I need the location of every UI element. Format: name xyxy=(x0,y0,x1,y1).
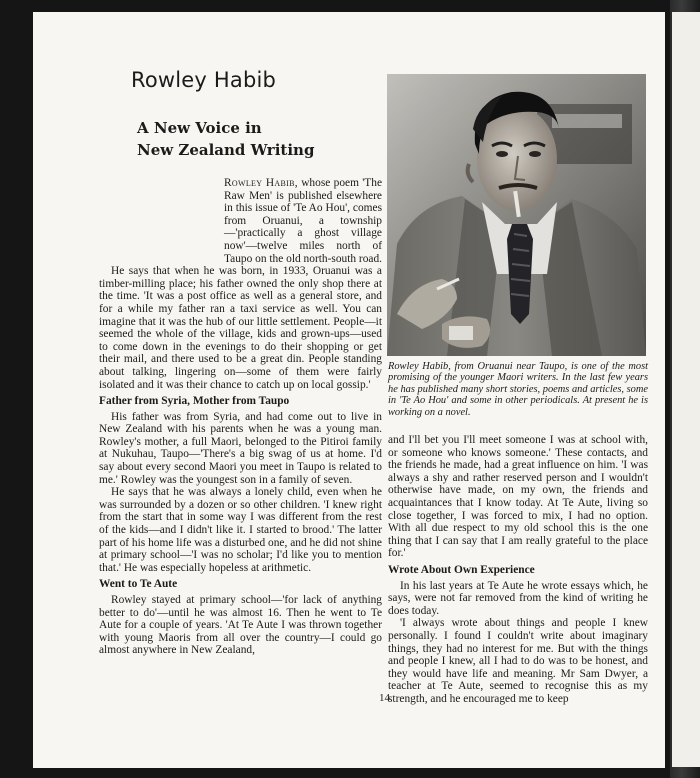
page-number: 14 xyxy=(379,692,390,704)
lede-paragraph xyxy=(99,177,382,265)
page-title: Rowley Habib xyxy=(131,68,277,92)
photo-caption: Rowley Habib, from Oruanui near Taupo, is one of the most promising of the younger Maori writers. In the last few years he has published many short stories, poems and articles, some in 'Te Ao Hou' and some in other periodicals. At present he is working on a novel. xyxy=(388,361,648,418)
subtitle-line-1: A New Voice in xyxy=(137,119,262,137)
article-subtitle xyxy=(137,117,387,161)
adjacent-page-edge xyxy=(672,12,700,767)
heading-father-from-syria: Father from Syria, Mother from Taupo xyxy=(99,395,290,408)
paragraph-essays: In his last years at Te Aute he wrote essays which, he says, were not far removed from the kind of writing he does today. xyxy=(388,579,648,617)
author-photo-image xyxy=(387,74,646,356)
paragraph-continuation: and I'll bet you I'll meet someone I was at school with, or someone who knows someone.' These contacts, and the friends he made, had a great influence on him. 'I was always a shy and rather reserved person and I wouldn't otherwise have made, on my own, the friends and acquaintances that I know today. At Te Aute, living so close together, I was forced to mix, I had no option. With all due respect to my old school this is the one thing that I can say that I am really grateful to the place for.' xyxy=(388,434,648,560)
paragraph-born: He says that when he was born, in 1933, Oruanui was a timber-milling place; his father owned the only shop there at the time. 'It was a post office as well as a general store, and for a while my father ran a taxi service as well. You can imagine that it was the hub of our little settlement. People—it seemed the whole of the village, kids and grown-ups—used to come down in the evenings to do their shopping or get their mail, and there used to be a great din. People standing about talking, lingering on—some of them were fairly isolated and it was their chance to catch up on local gossip.' xyxy=(99,265,382,391)
lede-text: whose poem 'The Raw Men' is published elsewhere in this issue of 'Te Ao Hou', comes from Oruanui, a township—'practically a ghost village now'—twelve miles north of Taupo on the old north-south road. xyxy=(224,177,383,265)
article-column-right xyxy=(388,434,648,705)
heading-went-to-te-aute: Went to Te Aute xyxy=(99,578,178,591)
paragraph-te-aute: Rowley stayed at primary school—'for lack of anything better to do'—until he was almost 16. Then he went to Te Aute for a couple of years. 'At Te Aute I was thrown together with young Maoris from all over the country—I could go almost anywhere in New Zealand, xyxy=(99,594,382,657)
author-photo xyxy=(387,74,646,356)
article-column-left xyxy=(99,177,382,657)
paragraph-father: His father was from Syria, and had come out to live in New Zealand with his parents when he was a young man. Rowley's mother, a full Maori, belonged to the Pitiroi family at Nukuhau, Taupo—'There's a big swag of us at home. I'd say about every second Maori you meet in Taupo is related to me.' Rowley was the youngest son in a family of seven. xyxy=(99,410,382,486)
paragraph-always-wrote: 'I always wrote about things and people I knew personally. I found I couldn't write about imaginary things, they had no interest for me. But with the things and people I knew, all I had to do was to be honest, and they would have life and meaning. Mr Sam Dwyer, a teacher at Te Aute, seemed to recognise this as my strength, and he encouraged me to keep xyxy=(388,617,648,705)
lede-name: Rowley Habib, xyxy=(224,177,298,189)
magazine-page xyxy=(33,12,665,768)
paragraph-lonely-child: He says that he was always a lonely child, even when he was surrounded by a dozen or so other children. 'I knew right from the start that in some way I was different from the rest of the kids—and I didn't like it. I started to brood.' The latter part of his home life was a disturbed one, and he did not shine at primary school—'I was no scholar; I'd like you to mention that.' He was especially hopeless at arithmetic. xyxy=(99,486,382,574)
heading-wrote-about-own-experience: Wrote About Own Experience xyxy=(388,563,535,576)
subtitle-line-2: New Zealand Writing xyxy=(137,141,315,159)
